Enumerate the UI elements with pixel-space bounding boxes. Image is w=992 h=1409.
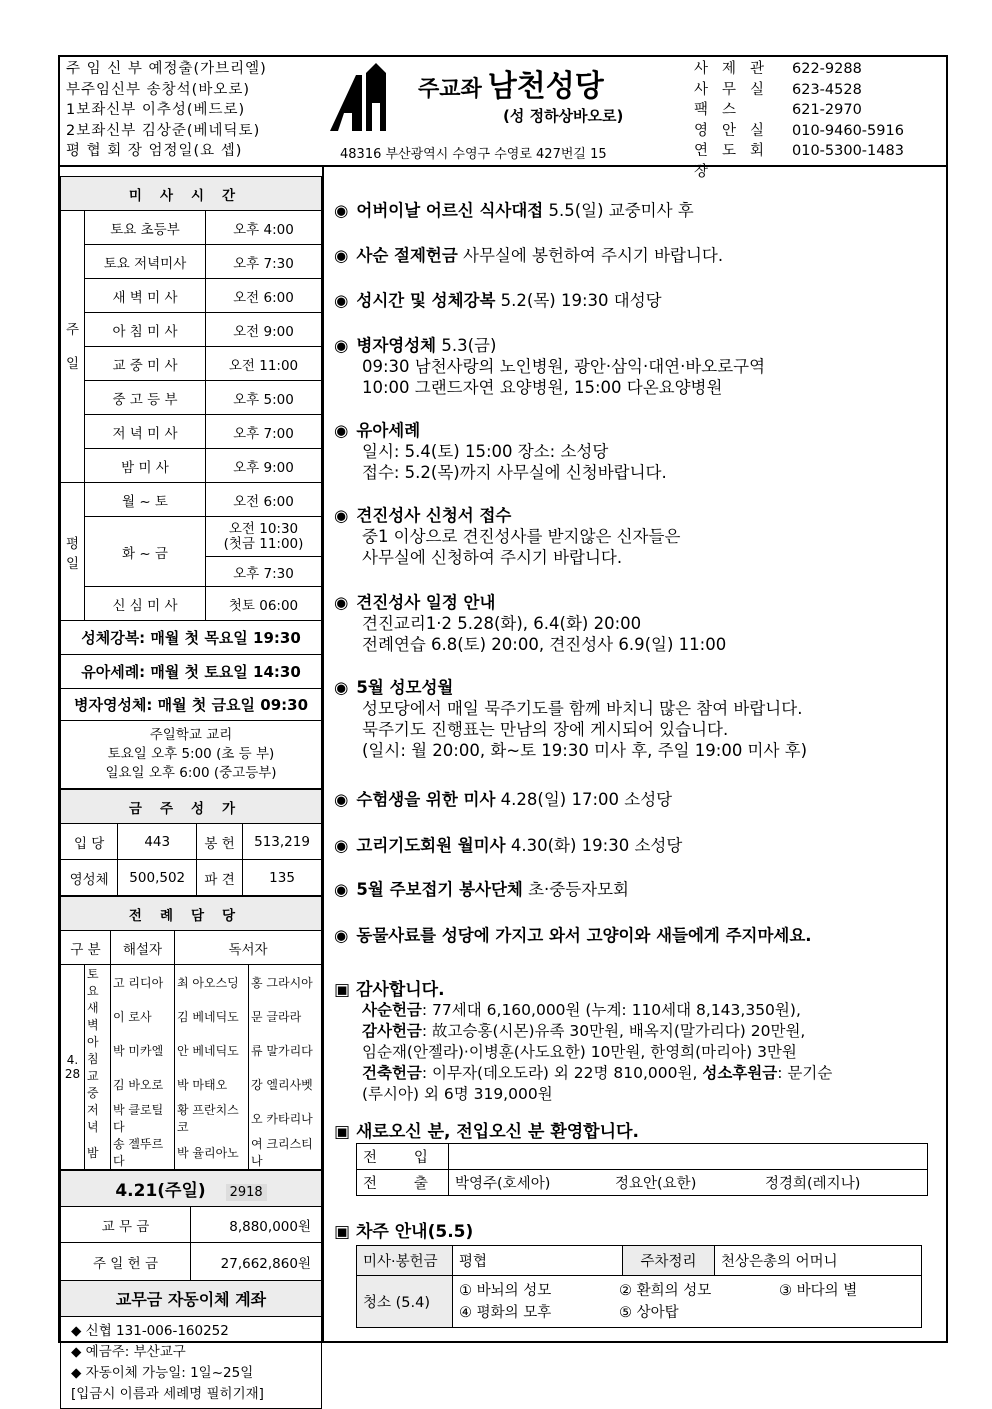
- bullet-icon: ◉: [334, 421, 349, 440]
- hymn-number: 443: [118, 824, 197, 860]
- mass-time: 오전 6:00: [206, 483, 322, 517]
- special-schedule: 병자영성체: 매월 첫 금요일 09:30: [61, 689, 322, 721]
- mass-schedule-table: [60, 176, 322, 789]
- announcement-text: 4.30(화) 19:30 소성당: [505, 836, 683, 855]
- liturgy-row: [61, 1033, 322, 1067]
- announcement-item: [334, 420, 667, 483]
- announcement-item: [334, 200, 694, 221]
- commentator: 송 젤뚜르다: [111, 1135, 175, 1170]
- clergy-line: 주 임 신 부 예정출(가브리엘): [66, 61, 267, 77]
- announcement-line: 일시: 5.4(토) 15:00 장소: 소성당: [362, 442, 609, 461]
- move-out-label: 전 출: [357, 1170, 449, 1196]
- reader: 문 글라라: [249, 999, 322, 1033]
- contact-label: 사무실: [694, 81, 779, 98]
- member-name: 박영주(호세아): [455, 1176, 551, 1192]
- liturgy-row: [61, 999, 322, 1033]
- commentator: 박 클로틸다: [111, 1101, 175, 1135]
- bullet-icon: ◉: [334, 506, 349, 525]
- clergy-line: 2보좌신부 김상준(베네딕토): [66, 122, 261, 139]
- cleaning-group: ③ 바다의 별: [779, 1282, 858, 1299]
- liturgy-slot: 새벽: [85, 999, 111, 1033]
- mass-name: 신 심 미 사: [85, 587, 206, 621]
- section-bullet-icon: ▣: [334, 1122, 351, 1142]
- mass-time: 오후 7:30: [206, 245, 322, 279]
- hymn-number: 135: [243, 860, 322, 896]
- mass-time: 오후 5:00: [206, 381, 322, 415]
- liturgy-date: 4. 28: [61, 965, 85, 1170]
- column-header: 구 분: [61, 931, 111, 965]
- liturgy-slot: 저녁: [85, 1101, 111, 1135]
- transfer-details: [61, 1317, 322, 1409]
- mass-title: 미사시간: [61, 177, 322, 211]
- contact-label: 사제관: [694, 61, 779, 77]
- announcement-title: 동물사료를 성당에 가지고 와서 고양이와 새들에게 주지마세요.: [356, 926, 812, 945]
- school-line: 토요일 오후 5:00 (초 등 부): [107, 746, 275, 762]
- announcement-item: [334, 335, 765, 398]
- announcement-item: [334, 592, 726, 655]
- commentator: 고 리디아: [111, 965, 175, 1000]
- welcome-title-text: 새로오신 분, 전입오신 분 환영합니다.: [355, 1122, 639, 1142]
- contact-value: 010-5300-1483: [792, 143, 904, 159]
- contact-row: [694, 80, 904, 101]
- bullet-icon: ◉: [334, 291, 349, 310]
- weekday-label: 평일: [61, 483, 85, 621]
- announcement-item: [334, 835, 682, 856]
- announcement-line: 묵주기도 진행표는 만남의 장에 게시되어 있습니다.: [362, 720, 729, 739]
- finance-value: 27,662,860원: [191, 1243, 322, 1281]
- announcement-title: 견진성사 신청서 접수: [356, 506, 512, 525]
- bullet-icon: ◉: [334, 336, 349, 355]
- offering-detail: : 77세대 6,160,000원 (누계: 110세대 8,143,350원),: [421, 1001, 801, 1019]
- school-line: 일요일 오후 6:00 (중고등부): [105, 765, 277, 781]
- mass-time: 첫토 06:00: [206, 587, 322, 621]
- mass-offering-label: 미사·봉헌금: [357, 1246, 453, 1276]
- thanks-section: [330, 975, 945, 1105]
- column-header: 해설자: [111, 931, 175, 965]
- mass-name: 새 벽 미 사: [85, 279, 206, 313]
- announcement-item: [334, 245, 723, 266]
- announcement-title: 견진성사 일정 안내: [356, 593, 496, 612]
- contacts: [694, 59, 904, 182]
- liturgy-slot: 교중: [85, 1067, 111, 1101]
- announcement-line: 견진교리1·2 5.28(화), 6.4(화) 20:00: [362, 614, 642, 633]
- announcement-title: 병자영성체: [356, 336, 437, 355]
- hymn-label: 영성체: [61, 860, 118, 896]
- transfer-line: ◆ 자동이체 가능일: 1일~25일: [71, 1364, 254, 1381]
- finance-label: 주 일 헌 금: [61, 1243, 191, 1281]
- offering-detail: 임순재(안젤라)·이병훈(사도요한) 10만원, 한영희(마리아) 3만원: [362, 1043, 797, 1061]
- hymn-label: 봉 헌: [197, 824, 243, 860]
- section-bullet-icon: ▣: [334, 1222, 351, 1242]
- reader: 최 아오스딩: [175, 965, 249, 1000]
- mass-name: 화 ~ 금: [85, 517, 206, 587]
- sunday-label: 주일: [61, 211, 85, 483]
- bullet-icon: ◉: [334, 201, 349, 220]
- offering-type: 건축헌금: [362, 1064, 422, 1082]
- mass-time: 오전 11:00: [206, 347, 322, 381]
- announcement-text: 4.28(일) 17:00 소성당: [495, 790, 673, 809]
- announcement-item: [334, 925, 812, 946]
- contact-row: [694, 59, 904, 80]
- offering-detail: : 문기순: [777, 1064, 833, 1082]
- parking-value: 천상은총의 어머니: [715, 1246, 922, 1276]
- finance-date-cell: [61, 1171, 322, 1207]
- announcement-item: [334, 677, 807, 761]
- bullet-icon: ◉: [334, 678, 349, 697]
- cleaning-groups: [453, 1276, 922, 1328]
- move-in-value: [449, 1144, 928, 1170]
- contact-value: 621-2970: [792, 102, 862, 118]
- hymns-table: [60, 789, 322, 896]
- announcement-title: 유아세례: [356, 421, 421, 440]
- reader: 안 베네딕도: [175, 1033, 249, 1067]
- clergy-line: 1보좌신부 이추성(베드로): [66, 102, 246, 118]
- reader: 황 프란치스코: [175, 1101, 249, 1135]
- thanks-line: [330, 1042, 945, 1063]
- thanks-line: [330, 1063, 945, 1084]
- reader: 박 마태오: [175, 1067, 249, 1101]
- announcement-text: 5.5(일) 교중미사 후: [543, 201, 694, 220]
- reader: 박 율리아노: [175, 1135, 249, 1170]
- commentator: 김 바오로: [111, 1067, 175, 1101]
- welcome-table: [356, 1143, 928, 1196]
- bullet-icon: ◉: [334, 246, 349, 265]
- announcement-item: [334, 789, 672, 810]
- liturgy-row: [61, 1135, 322, 1170]
- announcement-line: 접수: 5.2(목)까지 사무실에 신청바랍니다.: [362, 463, 667, 482]
- bullet-icon: ◉: [334, 926, 349, 945]
- transfer-line: ◆ 신협 131-006-160252: [71, 1322, 229, 1339]
- next-week-table: [356, 1245, 922, 1328]
- special-schedule: 유아세례: 매월 첫 토요일 14:30: [61, 655, 322, 689]
- offering-detail: : 이무자(데오도라) 외 22명 810,000원,: [421, 1064, 703, 1082]
- left-column: [60, 176, 322, 1409]
- offering-detail: : 故고승홍(시몬)유족 30만원, 배옥지(말가리다) 20만원,: [421, 1022, 806, 1040]
- mass-time: 오후 4:00: [206, 211, 322, 245]
- mass-name: 토요 초등부: [85, 211, 206, 245]
- thanks-line: [330, 1084, 945, 1105]
- mass-name: 교 중 미 사: [85, 347, 206, 381]
- liturgy-table: [60, 896, 322, 1170]
- contact-row: [694, 100, 904, 121]
- mass-time: 오전 6:00: [206, 279, 322, 313]
- mass-time: 오후 7:00: [206, 415, 322, 449]
- hymn-label: 입 당: [61, 824, 118, 860]
- liturgy-row: [61, 965, 322, 1000]
- cleaning-group: ⑤ 상아탑: [619, 1304, 679, 1321]
- mass-time-line: (첫금 11:00): [223, 535, 304, 552]
- mass-time: [206, 517, 322, 557]
- announcement-line: 중1 이상으로 견진성사를 받지않은 신자들은: [362, 527, 681, 546]
- liturgy-slot: 밤: [85, 1135, 111, 1170]
- clergy-line: 평 협 회 장 엄정일(요 셉): [66, 143, 243, 159]
- finance-count: 2918: [226, 1184, 267, 1201]
- finance-label: 교 무 금: [61, 1207, 191, 1243]
- announcement-text: 초·중등자모회: [522, 880, 629, 899]
- announcement-item: [334, 290, 662, 311]
- sunday-school: [61, 721, 322, 789]
- section-bullet-icon: ▣: [334, 980, 351, 1000]
- announcement-text: 5.3(금): [436, 336, 497, 355]
- header: [58, 55, 948, 180]
- mass-name: 아 침 미 사: [85, 313, 206, 347]
- announcement-line: 전례연습 6.8(토) 20:00, 견진성사 6.9(일) 11:00: [362, 635, 727, 654]
- contact-label: 영안실: [694, 122, 779, 139]
- commentator: 박 미카엘: [111, 1033, 175, 1067]
- announcement-line: (일시: 월 20:00, 화~토 19:30 미사 후, 주일 19:00 미사 후): [362, 741, 808, 760]
- announcement-line: 09:30 남천사랑의 노인병원, 광안·삼익·대연·바오로구역: [362, 357, 766, 376]
- bullet-icon: ◉: [334, 790, 349, 809]
- contact-row: [694, 141, 904, 182]
- cleaning-group: ④ 평화의 모후: [459, 1304, 552, 1321]
- thanks-line: [330, 1000, 945, 1021]
- church-logo-icon: [328, 63, 408, 133]
- cleaning-group: ① 바뇌의 성모: [459, 1282, 552, 1299]
- reader: 김 베네딕도: [175, 999, 249, 1033]
- member-name: 정요안(요한): [615, 1176, 697, 1192]
- reader: 오 카타리나: [249, 1101, 322, 1135]
- announcement-title: 어버이날 어르신 식사대접: [356, 201, 544, 220]
- thanks-title: 감사합니다.: [355, 980, 445, 1000]
- member-name: 정경희(레지나): [765, 1176, 861, 1192]
- offering-detail: (루시아) 외 6명 319,000원: [362, 1085, 553, 1103]
- clergy-line: 부주임신부 송창석(바오로): [66, 81, 250, 98]
- offering-type: 성소후원금: [702, 1064, 778, 1082]
- announcement-line: 사무실에 신청하여 주시기 바랍니다.: [362, 548, 623, 567]
- liturgy-row: [61, 1067, 322, 1101]
- title-prefix: 주교좌: [418, 77, 482, 102]
- church-title: [418, 61, 604, 105]
- mass-time: 오전 9:00: [206, 313, 322, 347]
- contact-label: 팩스: [694, 102, 751, 118]
- bullet-icon: ◉: [334, 880, 349, 899]
- announcement-item: [334, 879, 629, 900]
- announcement-title: 수험생을 위한 미사: [356, 790, 496, 809]
- announcement-title: 5월 주보접기 봉사단체: [356, 880, 523, 899]
- mass-name: 중 고 등 부: [85, 381, 206, 415]
- mass-name: 월 ~ 토: [85, 483, 206, 517]
- liturgy-slot: 토요: [85, 965, 111, 1000]
- transfer-line: ◆ 예금주: 부산교구: [71, 1343, 186, 1360]
- finance-table: [60, 1170, 322, 1409]
- contact-value: 010-9460-5916: [792, 122, 904, 139]
- clergy-list: [66, 59, 267, 162]
- next-week-title-text: 차주 안내(5.5): [355, 1222, 474, 1242]
- hymn-number: 513,219: [243, 824, 322, 860]
- move-in-label: 전 입: [357, 1144, 449, 1170]
- announcement-title: 사순 절제헌금: [356, 246, 458, 265]
- mass-time-line: 오전 10:30: [228, 520, 299, 537]
- hymn-number: 500,502: [118, 860, 197, 896]
- announcement-title: 고리기도회원 월미사: [356, 836, 506, 855]
- transfer-line: [입금시 이름과 세례명 필히기재]: [71, 1385, 264, 1402]
- announcement-item: [334, 505, 680, 568]
- announcement-title: 5월 성모성월: [356, 678, 454, 697]
- cleaning-group: ② 환희의 성모: [619, 1282, 712, 1299]
- finance-value: 8,880,000원: [191, 1207, 322, 1243]
- mass-name: 저 녁 미 사: [85, 415, 206, 449]
- liturgy-title: 전례담당: [61, 897, 322, 931]
- parking-label: 주차정리: [623, 1246, 715, 1276]
- move-out-value: [449, 1170, 928, 1196]
- announcement-line: 10:00 그랜드자연 요양병원, 15:00 다온요양병원: [362, 378, 723, 397]
- hymns-title: 금주성가: [61, 790, 322, 824]
- mass-name: 토요 저녁미사: [85, 245, 206, 279]
- bullet-icon: ◉: [334, 836, 349, 855]
- welcome-title: [334, 1117, 639, 1142]
- liturgy-slot: 아침: [85, 1033, 111, 1067]
- mass-time: 오후 9:00: [206, 449, 322, 483]
- bullet-icon: ◉: [334, 593, 349, 612]
- reader: 홍 그라시아: [249, 965, 322, 1000]
- school-line: 주일학교 교리: [149, 727, 233, 743]
- finance-date: 4.21(주일): [115, 1181, 206, 1201]
- announcement-line: 성모당에서 매일 묵주기도를 함께 바치니 많은 참여 바랍니다.: [362, 699, 803, 718]
- liturgy-row: [61, 1101, 322, 1135]
- mass-time: 오후 7:30: [206, 557, 322, 587]
- reader: 류 말가리다: [249, 1033, 322, 1067]
- column-header: 독서자: [175, 931, 322, 965]
- contact-label: 연도회장: [694, 143, 779, 180]
- hymn-label: 파 견: [197, 860, 243, 896]
- offering-type: 감사헌금: [362, 1022, 422, 1040]
- contact-value: 622-9288: [792, 61, 862, 77]
- reader: 여 크리스티나: [249, 1135, 322, 1170]
- reader: 강 엘리사벳: [249, 1067, 322, 1101]
- church-name: 남천성당: [487, 69, 604, 104]
- mass-offering-value: 평협: [453, 1246, 623, 1276]
- announcement-title: 성시간 및 성체강복: [356, 291, 496, 310]
- commentator: 이 로사: [111, 999, 175, 1033]
- offering-type: 사순헌금: [362, 1001, 422, 1019]
- announcement-text: 사무실에 봉헌하여 주시기 바랍니다.: [457, 246, 724, 265]
- special-schedule: 성체강복: 매월 첫 목요일 19:30: [61, 621, 322, 655]
- church-subtitle: (성 정하상바오로): [503, 107, 624, 125]
- announcement-text: 5.2(목) 19:30 대성당: [495, 291, 662, 310]
- thanks-line: [330, 1021, 945, 1042]
- column-divider: [322, 167, 324, 1343]
- contact-row: [694, 121, 904, 142]
- next-week-title: [334, 1217, 473, 1242]
- contact-value: 623-4528: [792, 81, 862, 98]
- transfer-title: 교무금 자동이체 계좌: [61, 1281, 322, 1317]
- cleaning-label: 청소 (5.4): [357, 1276, 453, 1328]
- address: 48316 부산광역시 수영구 수영로 427번길 15: [340, 147, 607, 162]
- mass-name: 밤 미 사: [85, 449, 206, 483]
